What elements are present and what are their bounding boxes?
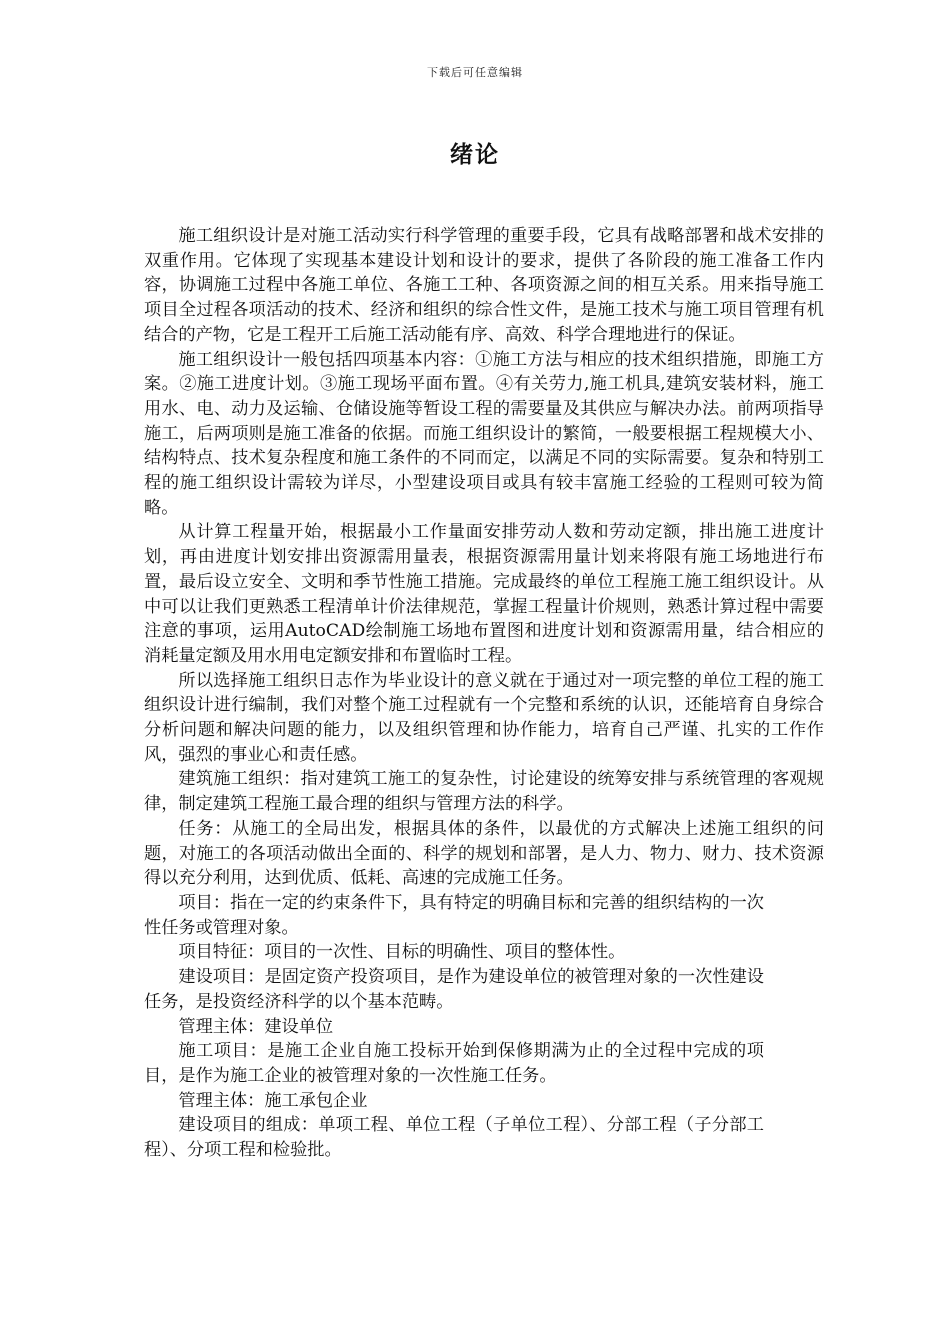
paragraph: 建筑施工组织：指对建筑工施工的复杂性，讨论建设的统筹安排与系统管理的客观规律，制定建筑工程施工最合理的组织与管理方法的科学。 [144, 769, 824, 815]
paragraph: 建设项目：是固定资产投资项目，是作为建设单位的被管理对象的一次性建设任务，是投资经济科学的以个基本范畴。 [144, 967, 764, 1012]
paragraph: 项目特征：项目的一次性、目标的明确性、项目的整体性。 [178, 942, 626, 963]
header-note: 下载后可任意编辑 [427, 66, 523, 79]
page-title: 绪论 [450, 142, 500, 168]
document-body [144, 224, 824, 1163]
paragraph: 管理主体：建设单位 [178, 1016, 334, 1037]
paragraph: 任务：从施工的全局出发，根据具体的条件，以最优的方式解决上述施工组织的问题，对施工的各项活动做出全面的、科学的规划和部署，是人力、物力、财力、技术资源得以充分利用，达到优质、低耗、高速的完成施工任务。 [144, 818, 824, 889]
paragraph: 建设项目的组成：单项工程、单位工程（子单位工程）、分部工程（子分部工程）、分项工程和检验批。 [144, 1115, 764, 1161]
paragraph: 所以选择施工组织日志作为毕业设计的意义就在于通过对一项完整的单位工程的施工组织设计进行编制，我们对整个施工过程就有一个完整和系统的认识，还能培育自身综合分析问题和解决问题的能力，以及组织管理和协作能力，培育自己严谨、扎实的工作作风，强烈的事业心和责任感。 [144, 670, 824, 765]
paragraph: 施工项目：是施工企业自施工投标开始到保修期满为止的全过程中完成的项目，是作为施工企业的被管理对象的一次性施工任务。 [144, 1041, 764, 1086]
paragraph: 施工组织设计一般包括四项基本内容：①施工方法与相应的技术组织措施，即施工方案。②施工进度计划。③施工现场平面布置。④有关劳力,施工机具,建筑安装材料，施工用水、电、动力及运输、仓储设施等暂设工程的需要量及其供应与解决办法。前两项指导施工，后两项则是施工准备的依据。而施工组织设计的繁简，一般要根据工程规模大小、结构特点、技术复杂程度和施工条件的不同而定，以满足不同的实际需要。复杂和特别工程的施工组织设计需较为详尽，小型建设项目或具有较丰富施工经验的工程则可较为简略。 [144, 349, 824, 518]
paragraph: 项目：指在一定的约束条件下，具有特定的明确目标和完善的组织结构的一次性任务或管理对象。 [144, 892, 764, 938]
paragraph: 管理主体：施工承包企业 [178, 1090, 368, 1111]
paragraph: 从计算工程量开始，根据最小工作量面安排劳动人数和劳动定额，排出施工进度计划，再由进度计划安排出资源需用量表，根据资源需用量计划来将限有施工场地进行布置，最后设立安全、文明和季节性施工措施。完成最终的单位工程施工施工组织设计。从中可以让我们更熟悉工程清单计价法律规范，掌握工程量计价规则，熟悉计算过程中需要注意的事项，运用AutoCAD绘制施工场地布置图和进度计划和资源需用量，结合相应的消耗量定额及用水用电定额安排和布置临时工程。 [144, 522, 824, 666]
paragraph: 施工组织设计是对施工活动实行科学管理的重要手段，它具有战略部署和战术安排的双重作用。它体现了实现基本建设计划和设计的要求，提供了各阶段的施工准备工作内容，协调施工过程中各施工单位、各施工工种、各项资源之间的相互关系。用来指导施工项目全过程各项活动的技术、经济和组织的综合性文件，是施工技术与施工项目管理有机结合的产物，它是工程开工后施工活动能有序、高效、科学合理地进行的保证。 [144, 226, 824, 345]
